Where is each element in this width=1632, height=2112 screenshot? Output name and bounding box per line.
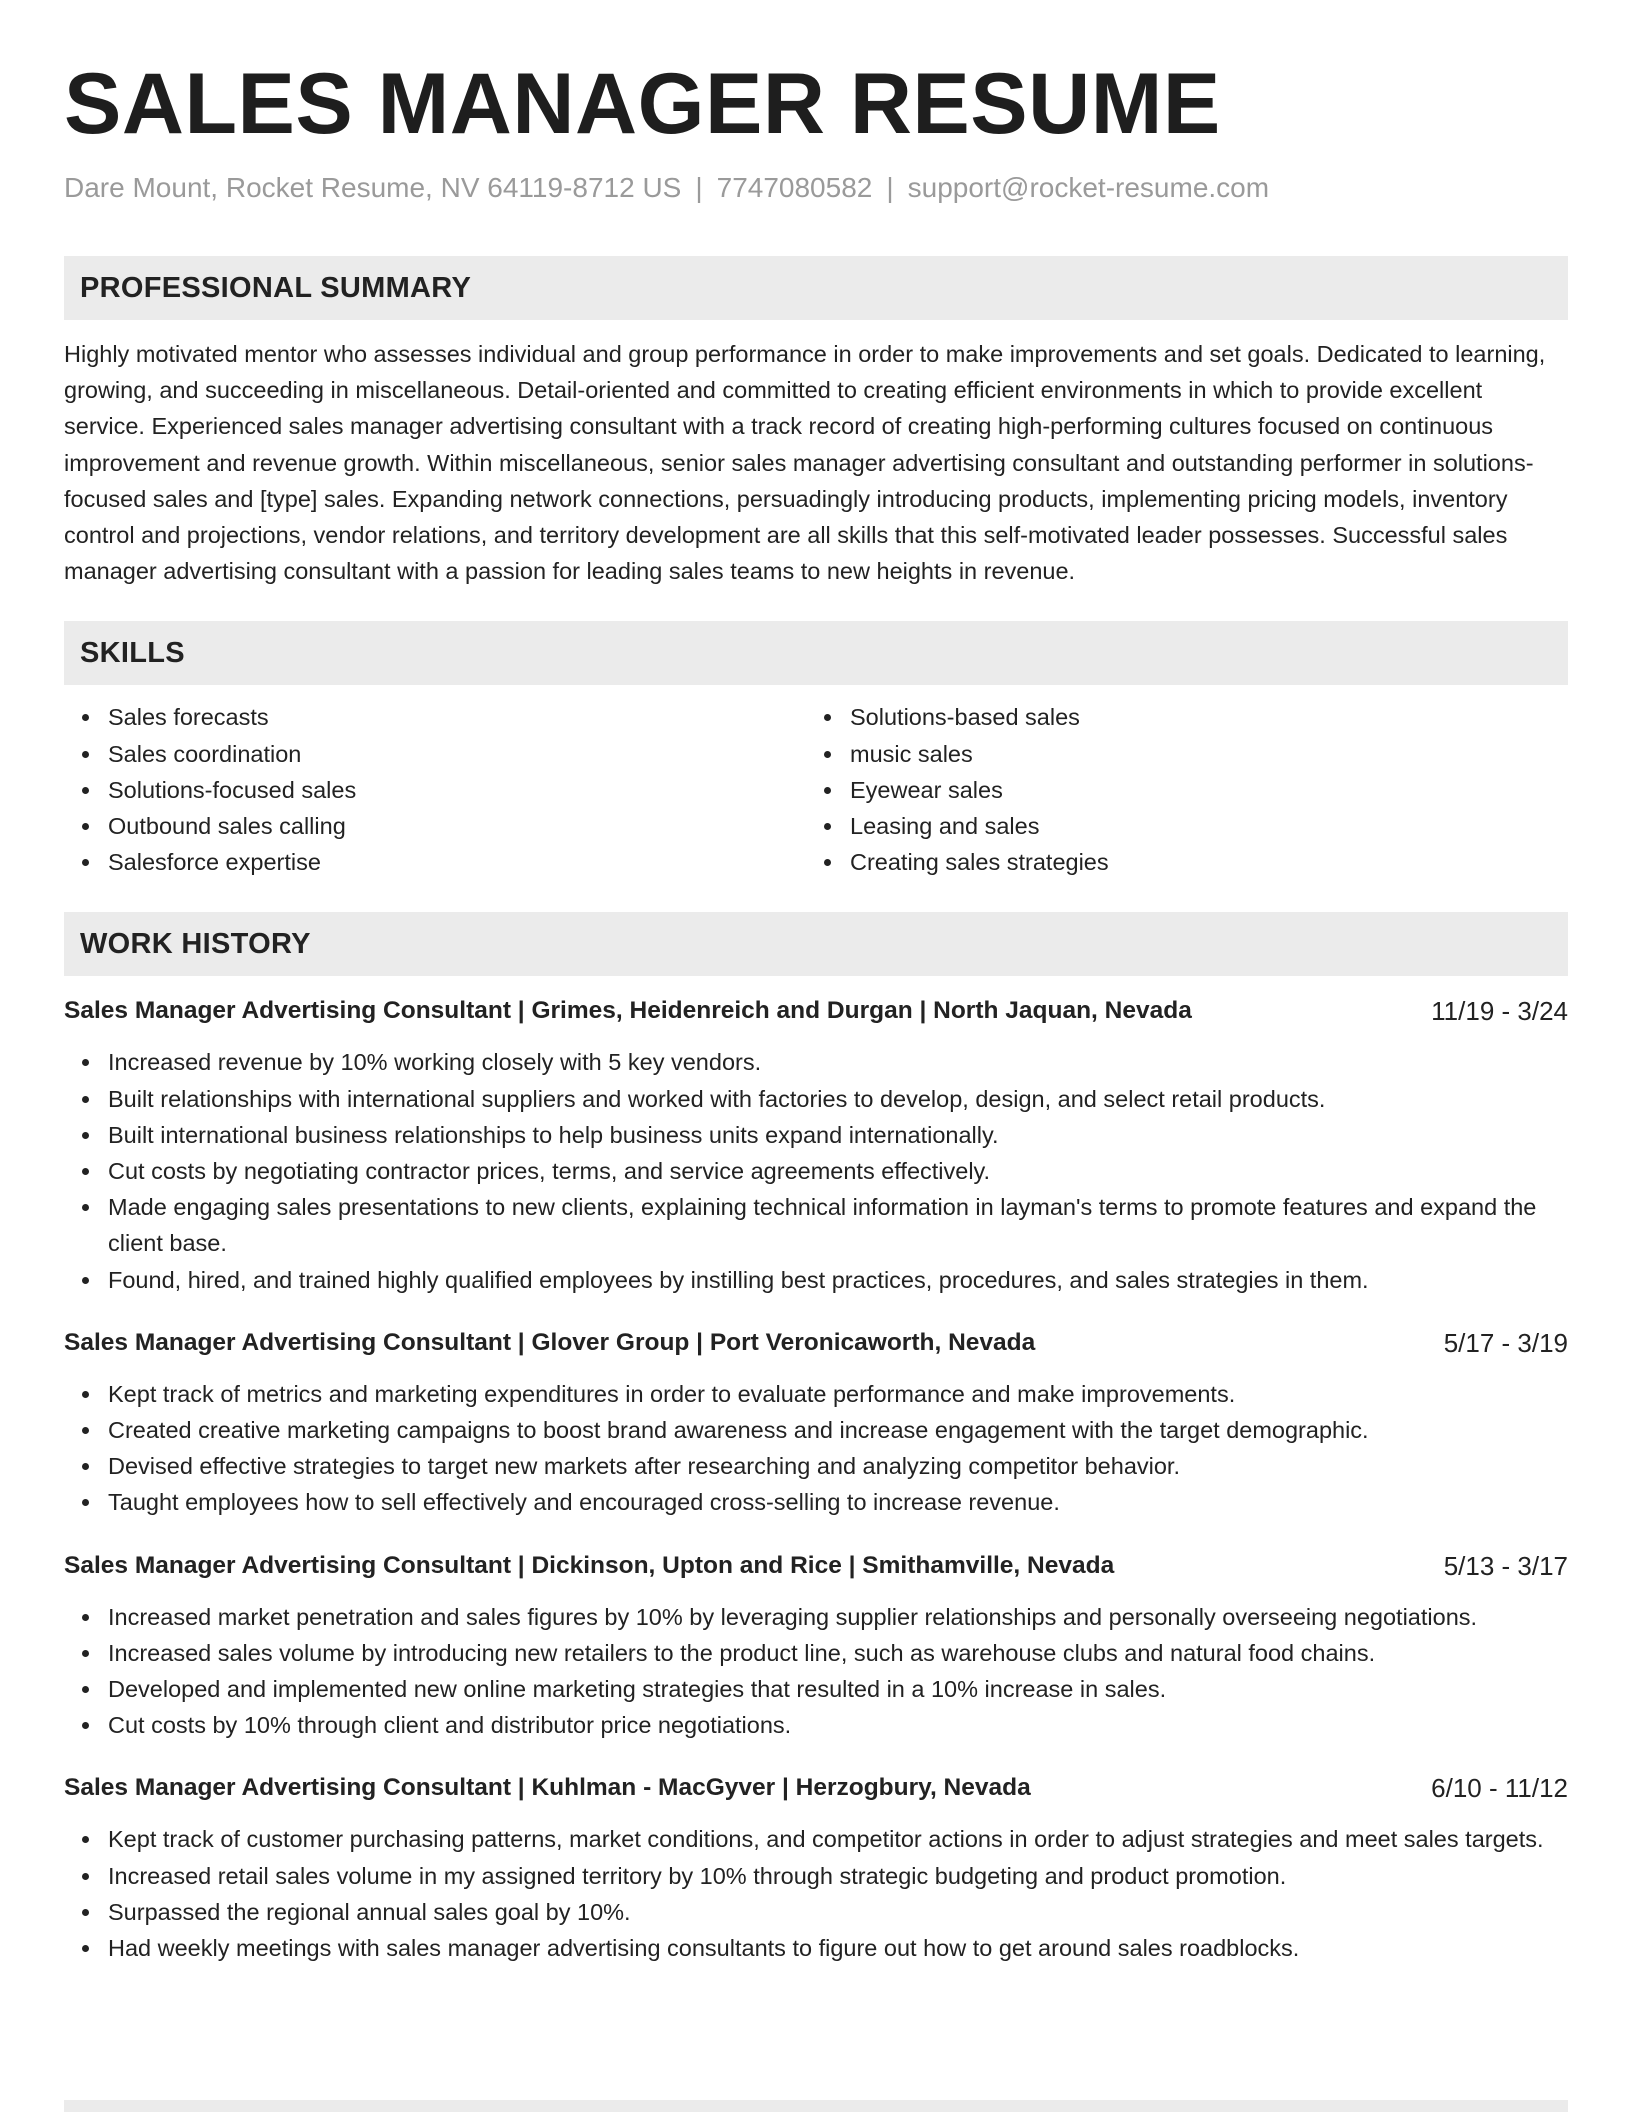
job-bullet: Kept track of customer purchasing patterns, market conditions, and competitor actions in order to adjust strategies and meet sales targets. (64, 1821, 1568, 1857)
skill-item: music sales (806, 736, 1548, 772)
skill-item: Leasing and sales (806, 808, 1548, 844)
job-bullet: Increased sales volume by introducing new retailers to the product line, such as warehouse clubs and natural food chains. (64, 1635, 1568, 1671)
job-entry (64, 1771, 1568, 1966)
job-bullets (64, 1821, 1568, 1966)
job-dates: 5/17 - 3/19 (1443, 1327, 1568, 1358)
job-title: Sales Manager Advertising Consultant | Dickinson, Upton and Rice | Smithamville, Nevada (64, 1551, 1115, 1579)
job-title: Sales Manager Advertising Consultant | Grimes, Heidenreich and Durgan | North Jaquan, Nevada (64, 997, 1192, 1025)
job-bullet: Cut costs by 10% through client and distributor price negotiations. (64, 1707, 1568, 1743)
job-bullets (64, 1376, 1568, 1521)
job-heading (64, 994, 1568, 1028)
contact-line (64, 170, 1568, 206)
skill-item: Solutions-based sales (806, 699, 1548, 735)
professional-summary: Highly motivated mentor who assesses individual and group performance in order to make improvements and set goals. Dedicated to learning, growing, and succeeding in miscellaneous. Detail-oriented and committed to creating efficient environments in which to provide excellent service. Experienced sales manager advertising consultant with a track record of creating high-performing cultures focused on continuous improvement and revenue growth. Within miscellaneous, senior sales manager advertising consultant and outstanding performer in solutions-focused sales and [type] sales. Expanding network connections, persuadingly introducing products, implementing pricing models, inventory control and projections, vendor relations, and territory development are all skills that this self-motivated leader possesses. Successful sales manager advertising consultant with a passion for leading sales teams to new heights in revenue. (64, 341, 1546, 585)
job-bullet: Developed and implemented new online marketing strategies that resulted in a 10% increase in sales. (64, 1671, 1568, 1707)
skill-item: Salesforce expertise (64, 844, 806, 880)
job-dates: 5/13 - 3/17 (1443, 1550, 1568, 1581)
contact-email: support@rocket-resume.com (907, 172, 1270, 203)
job-title: Sales Manager Advertising Consultant | Kuhlman - MacGyver | Herzogbury, Nevada (64, 1774, 1031, 1802)
job-bullet: Had weekly meetings with sales manager advertising consultants to figure out how to get around sales roadblocks. (64, 1930, 1568, 1966)
job-bullet: Cut costs by negotiating contractor prices, terms, and service agreements effectively. (64, 1153, 1568, 1189)
job-dates: 11/19 - 3/24 (1431, 996, 1568, 1027)
contact-separator: | (886, 172, 894, 203)
job-bullet: Built relationships with international suppliers and worked with factories to develop, design, and select retail products. (64, 1081, 1568, 1117)
contact-separator: | (695, 172, 703, 203)
contact-address: Dare Mount, Rocket Resume, NV 64119-8712 US (64, 172, 682, 203)
skills-list (64, 699, 1568, 880)
job-bullet: Made engaging sales presentations to new clients, explaining technical information in layman's terms to promote features and expand the client base. (64, 1189, 1568, 1261)
skill-item: Sales forecasts (64, 699, 806, 735)
job-heading (64, 1549, 1568, 1583)
skill-item: Creating sales strategies (806, 844, 1548, 880)
job-heading (64, 1771, 1568, 1805)
section-header-summary: PROFESSIONAL SUMMARY (64, 256, 1568, 320)
contact-phone: 7747080582 (716, 172, 873, 203)
job-bullets (64, 1599, 1568, 1744)
section-header-skills: SKILLS (64, 621, 1568, 685)
job-dates: 6/10 - 11/12 (1431, 1773, 1568, 1804)
section-header-work-history: WORK HISTORY (64, 912, 1568, 976)
job-title: Sales Manager Advertising Consultant | Glover Group | Port Veronicaworth, Nevada (64, 1328, 1036, 1356)
skills-column-right (806, 699, 1548, 880)
job-bullet: Increased revenue by 10% working closely with 5 key vendors. (64, 1044, 1568, 1080)
job-bullet: Kept track of metrics and marketing expenditures in order to evaluate performance and make improvements. (64, 1376, 1568, 1412)
skills-column-left (64, 699, 806, 880)
job-bullet: Taught employees how to sell effectively and encouraged cross-selling to increase revenue. (64, 1484, 1568, 1520)
section-header-partial (64, 2100, 1568, 2112)
skill-item: Outbound sales calling (64, 808, 806, 844)
job-bullet: Found, hired, and trained highly qualified employees by instilling best practices, procedures, and sales strategies in them. (64, 1262, 1568, 1298)
skill-item: Solutions-focused sales (64, 772, 806, 808)
skill-item: Eyewear sales (806, 772, 1548, 808)
job-entry (64, 1549, 1568, 1744)
job-bullet: Increased retail sales volume in my assigned territory by 10% through strategic budgeting and product promotion. (64, 1858, 1568, 1894)
job-bullet: Created creative marketing campaigns to boost brand awareness and increase engagement with the target demographic. (64, 1412, 1568, 1448)
resume-title: SALES MANAGER RESUME (64, 56, 1221, 152)
job-bullet: Increased market penetration and sales figures by 10% by leveraging supplier relationships and personally overseeing negotiations. (64, 1599, 1568, 1635)
job-entry (64, 994, 1568, 1297)
job-entry (64, 1326, 1568, 1521)
skill-item: Sales coordination (64, 736, 806, 772)
job-bullet: Surpassed the regional annual sales goal by 10%. (64, 1894, 1568, 1930)
job-bullet: Built international business relationships to help business units expand internationally. (64, 1117, 1568, 1153)
job-heading (64, 1326, 1568, 1360)
job-bullet: Devised effective strategies to target new markets after researching and analyzing competitor behavior. (64, 1448, 1568, 1484)
job-bullets (64, 1044, 1568, 1297)
